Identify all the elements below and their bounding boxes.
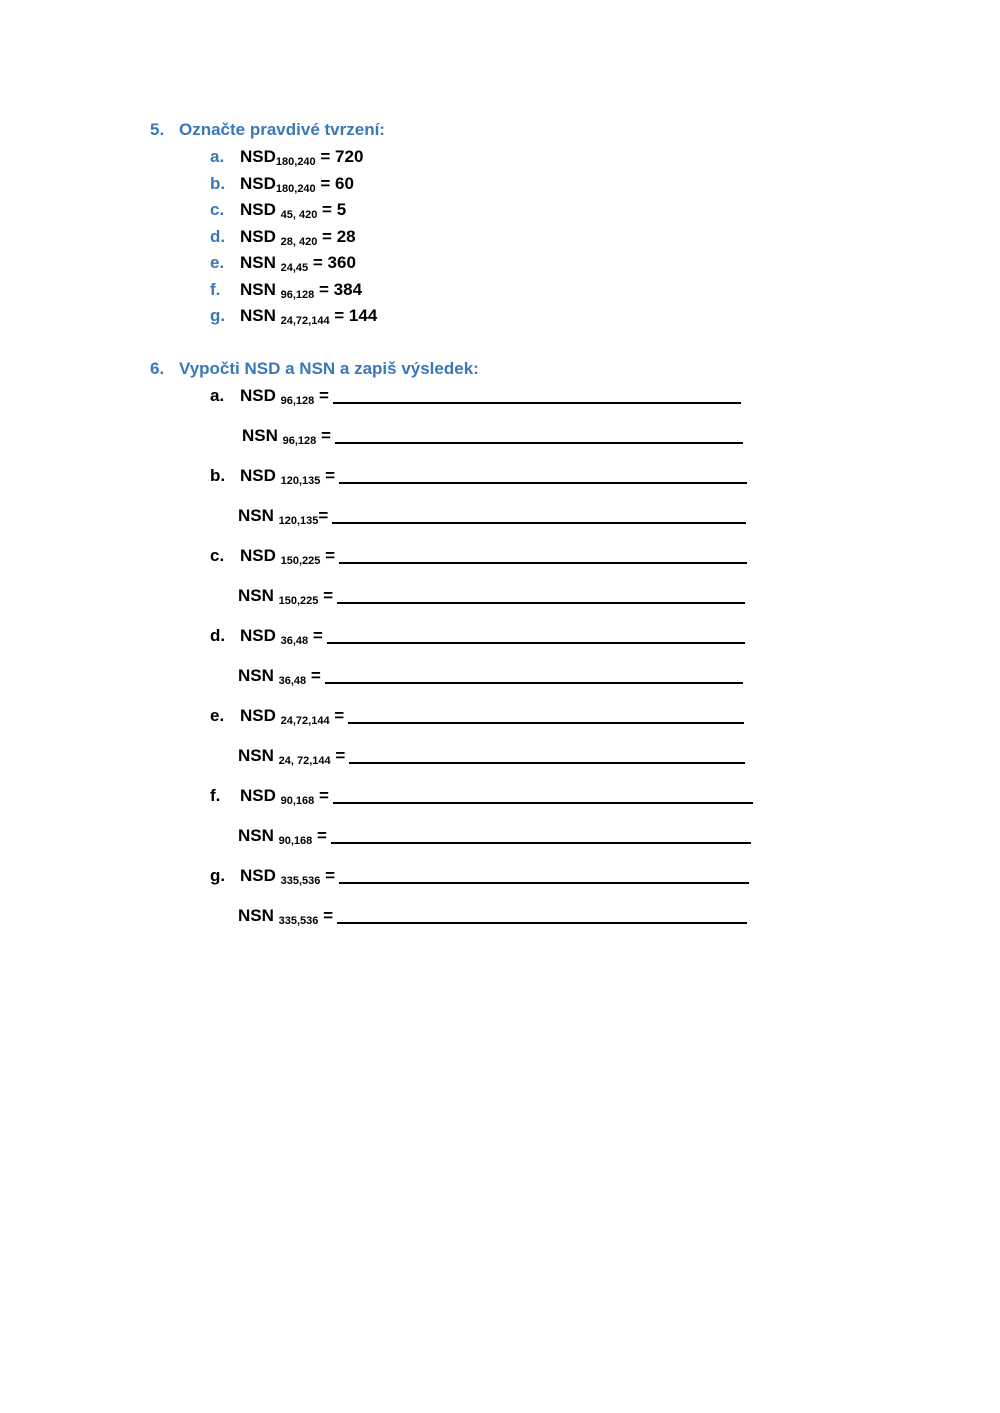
answer-blank-line[interactable] <box>333 402 741 404</box>
row-label: NSD <box>240 706 281 725</box>
row-equals: = <box>308 626 323 645</box>
option-subscript: 24,72,144 <box>280 315 330 327</box>
option-value: = 384 <box>314 280 363 299</box>
row-subscript: 36,48 <box>278 675 307 687</box>
answer-row <box>210 786 753 806</box>
row-subscript: 120,135 <box>280 475 321 487</box>
question-5-option[interactable] <box>210 306 377 326</box>
row-letter: c. <box>210 546 225 565</box>
option-value: = 28 <box>317 227 356 246</box>
row-letter: f. <box>210 786 221 805</box>
option-subscript: 45, 420 <box>280 209 318 221</box>
answer-blank-line[interactable] <box>337 922 747 924</box>
question-5-option[interactable] <box>210 253 356 273</box>
answer-row <box>208 586 745 606</box>
row-subscript: 335,536 <box>278 915 319 927</box>
row-subscript: 24,72,144 <box>280 715 330 727</box>
row-equals: = <box>320 866 336 885</box>
row-label: NSD <box>240 866 281 885</box>
question-5-option[interactable] <box>210 227 356 247</box>
row-equals: = <box>314 386 329 405</box>
answer-row <box>210 626 745 646</box>
row-label: NSD <box>240 466 281 485</box>
question-6-title <box>150 359 479 379</box>
row-label: NSN <box>242 426 283 445</box>
row-label: NSN <box>238 666 279 685</box>
answer-row <box>208 746 745 766</box>
option-subscript: 96,128 <box>280 289 315 301</box>
option-value: = 144 <box>329 306 378 325</box>
row-label: NSN <box>238 746 279 765</box>
question-text: Označte pravdivé tvrzení: <box>179 120 385 139</box>
row-letter: d. <box>210 626 226 645</box>
row-equals: = <box>318 906 334 925</box>
answer-row <box>210 706 744 726</box>
row-label: NSD <box>240 546 281 565</box>
answer-blank-line[interactable] <box>339 562 747 564</box>
option-letter: f. <box>210 280 221 299</box>
row-label: NSD <box>240 626 281 645</box>
row-subscript: 24, 72,144 <box>278 755 331 767</box>
question-5-option[interactable] <box>210 280 362 300</box>
row-equals: = <box>312 826 327 845</box>
answer-blank-line[interactable] <box>327 642 745 644</box>
row-subscript: 335,536 <box>280 875 321 887</box>
question-5-option[interactable] <box>210 147 363 167</box>
option-letter: d. <box>210 227 226 246</box>
row-label: NSN <box>238 826 279 845</box>
row-label: NSN <box>238 506 279 525</box>
answer-row <box>208 826 751 846</box>
row-subscript: 120,135 <box>278 515 319 527</box>
option-letter: g. <box>210 306 226 325</box>
answer-blank-line[interactable] <box>325 682 743 684</box>
row-subscript: 150,225 <box>280 555 321 567</box>
option-subscript: 24,45 <box>280 262 309 274</box>
row-equals: = <box>329 706 345 725</box>
row-label: NSD <box>240 786 281 805</box>
answer-blank-line[interactable] <box>331 842 751 844</box>
row-equals: = <box>306 666 321 685</box>
row-letter: b. <box>210 466 226 485</box>
option-subscript: 180,240 <box>275 183 316 195</box>
answer-row <box>210 466 747 486</box>
answer-row <box>208 906 747 926</box>
row-subscript: 90,168 <box>278 835 313 847</box>
row-equals: = <box>318 586 334 605</box>
option-value: = 720 <box>315 147 364 166</box>
option-label: NSN <box>240 306 281 325</box>
answer-row <box>210 546 747 566</box>
row-equals: = <box>320 546 336 565</box>
option-value: = 5 <box>317 200 347 219</box>
option-label: NSD <box>240 227 281 246</box>
answer-blank-line[interactable] <box>339 482 747 484</box>
row-equals: = <box>320 466 336 485</box>
row-subscript: 90,168 <box>280 795 315 807</box>
row-label: NSN <box>238 906 279 925</box>
row-letter: e. <box>210 706 225 725</box>
row-subscript: 36,48 <box>280 635 309 647</box>
row-equals: = <box>314 786 329 805</box>
option-value: = 60 <box>315 174 354 193</box>
option-label: NSD <box>240 147 276 166</box>
row-letter: a. <box>210 386 225 405</box>
option-label: NSD <box>240 200 281 219</box>
option-label: NSD <box>240 174 276 193</box>
answer-blank-line[interactable] <box>349 762 745 764</box>
row-label: NSN <box>238 586 279 605</box>
question-5-option[interactable] <box>210 174 354 194</box>
option-letter: a. <box>210 147 225 166</box>
answer-row <box>210 386 741 406</box>
question-number: 6. <box>150 359 165 378</box>
answer-blank-line[interactable] <box>348 722 744 724</box>
row-letter: g. <box>210 866 226 885</box>
row-subscript: 150,225 <box>278 595 319 607</box>
answer-blank-line[interactable] <box>333 802 753 804</box>
question-number: 5. <box>150 120 165 139</box>
question-5-title <box>150 120 385 140</box>
row-equals: = <box>330 746 346 765</box>
answer-row <box>210 866 749 886</box>
option-letter: e. <box>210 253 225 272</box>
answer-blank-line[interactable] <box>332 522 746 524</box>
answer-row <box>208 506 746 526</box>
answer-row <box>208 666 743 686</box>
answer-blank-line[interactable] <box>335 442 743 444</box>
option-subscript: 180,240 <box>275 156 316 168</box>
row-equals: = <box>318 506 329 525</box>
question-5-option[interactable] <box>210 200 346 220</box>
option-letter: c. <box>210 200 225 219</box>
option-value: = 360 <box>308 253 356 272</box>
option-label: NSN <box>240 253 281 272</box>
row-subscript: 96,128 <box>280 395 315 407</box>
row-equals: = <box>316 426 331 445</box>
answer-row <box>212 426 743 446</box>
row-subscript: 96,128 <box>282 435 317 447</box>
option-letter: b. <box>210 174 226 193</box>
answer-blank-line[interactable] <box>337 602 745 604</box>
answer-blank-line[interactable] <box>339 882 749 884</box>
option-label: NSN <box>240 280 281 299</box>
option-subscript: 28, 420 <box>280 236 318 248</box>
question-text: Vypočti NSD a NSN a zapiš výsledek: <box>179 359 479 378</box>
row-label: NSD <box>240 386 281 405</box>
